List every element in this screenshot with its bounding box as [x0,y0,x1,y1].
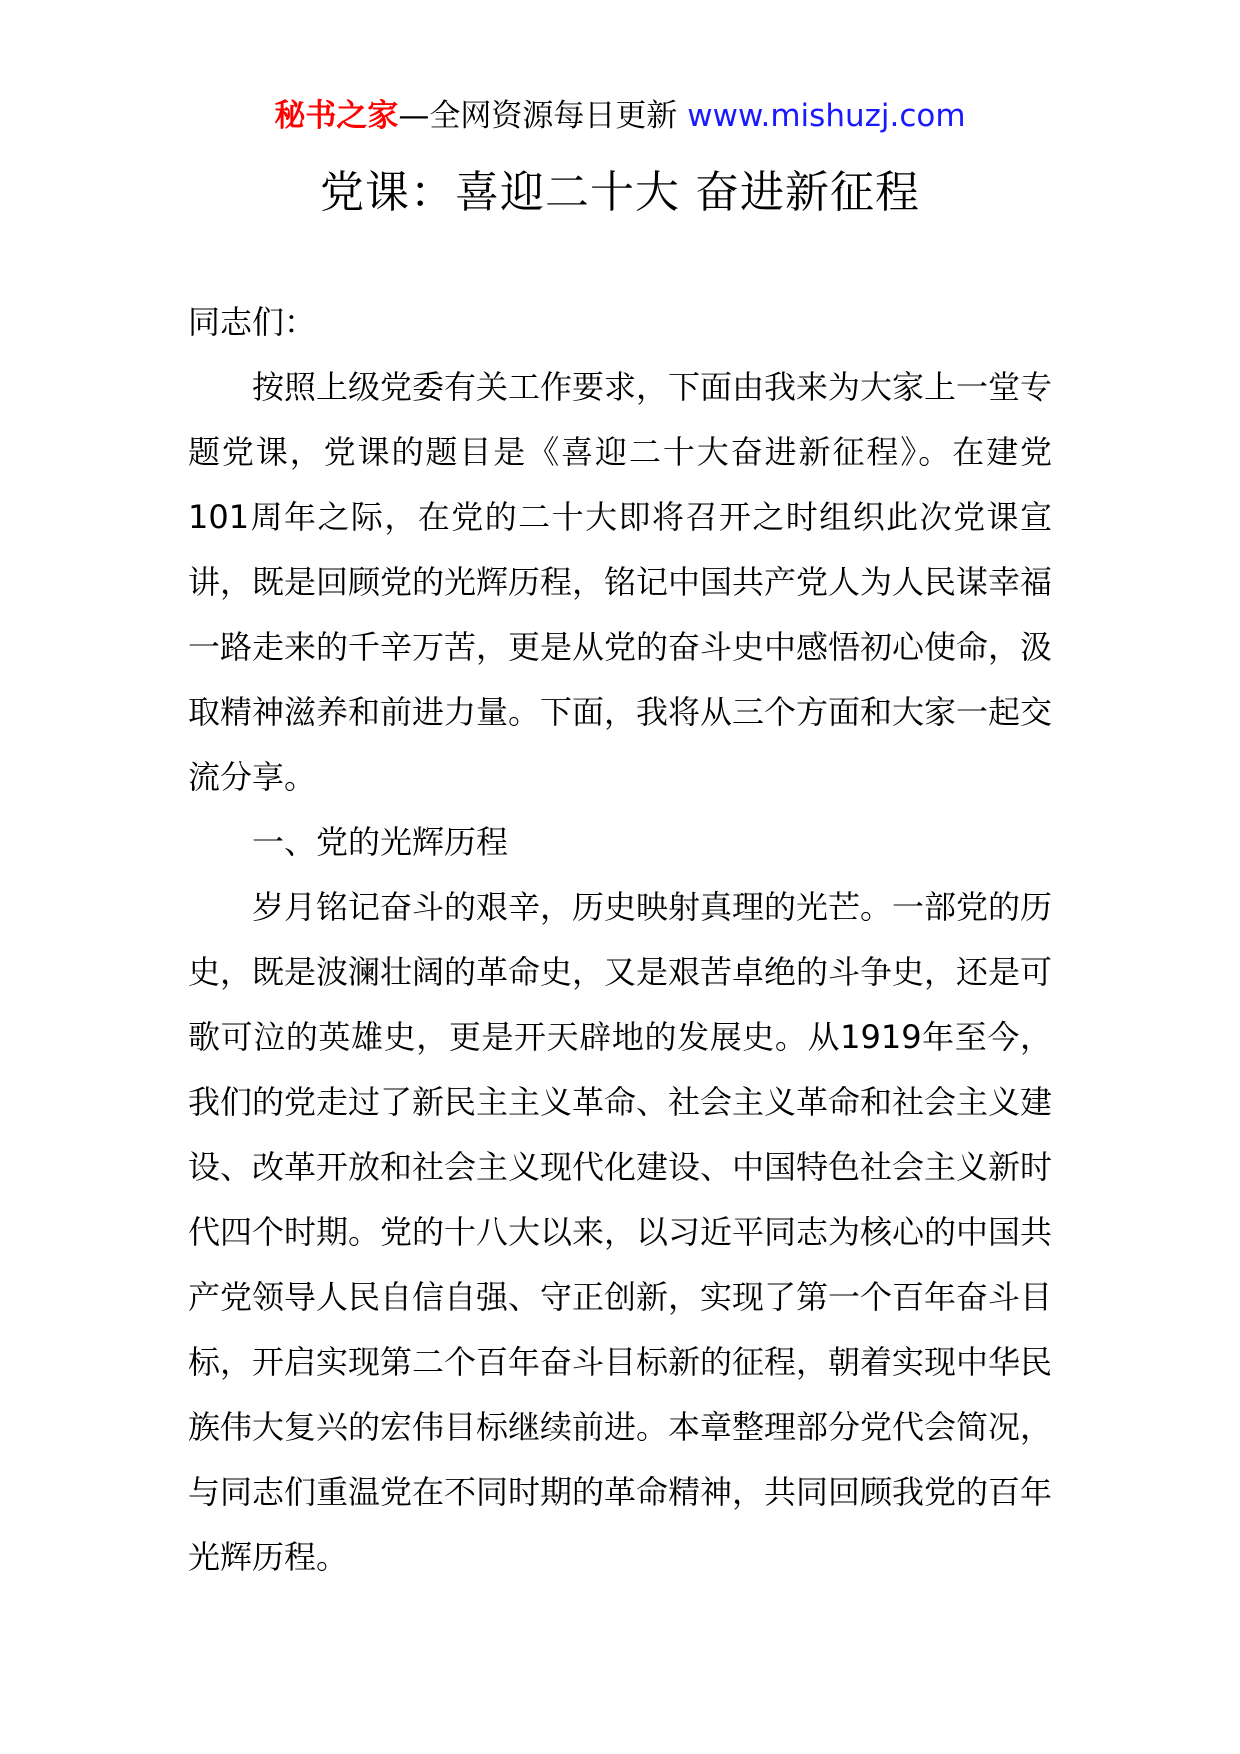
document-title: 党课：喜迎二十大 奋进新征程 [320,167,920,218]
paragraph-1: 按照上级党委有关工作要求，下面由我来为大家上一堂专题党课，党课的题目是《喜迎二十大奋进新征程》。在建党101周年之际，在党的二十大即将召开之时组织此次党课宣讲，既是回顾党的光辉历程，铭记中国共产党人为人民谋幸福一路走来的千辛万苦，更是从党的奋斗史中感悟初心使命，汲取精神滋养和前进力量。下面，我将从三个方面和大家一起交流分享。 [188,368,1053,796]
site-url-link[interactable]: www.mishuzj.com [687,98,966,134]
salutation [188,290,1052,355]
section-1-heading: 一、党的光辉历程 [252,823,509,861]
section-1-paragraph [188,875,1052,1590]
section-heading-1 [188,810,1052,875]
salutation-text: 同志们： [188,303,317,341]
paragraph-2: 岁月铭记奋斗的艰辛，历史映射真理的光芒。一部党的历史，既是波澜壮阔的革命史，又是艰苦卓绝的斗争史，还是可歌可泣的英雄史，更是开天辟地的发展史。从1919年至今，我们的党走过了新民主主义革命、社会主义革命和社会主义建设、改革开放和社会主义现代化建设、中国特色社会主义新时代四个时期。党的十八大以来，以习近平同志为核心的中国共产党领导人民自信自强、守正创新，实现了第一个百年奋斗目标，开启实现第二个百年奋斗目标新的征程，朝着实现中华民族伟大复兴的宏伟目标继续前进。本章整理部分党代会简况，与同志们重温党在不同时期的革命精神，共同回顾我党的百年光辉历程。 [188,888,1053,1576]
site-header [0,96,1240,136]
site-brand: 秘书之家 [274,98,399,134]
intro-paragraph [188,355,1052,810]
site-tagline: —全网资源每日更新 [398,98,678,134]
